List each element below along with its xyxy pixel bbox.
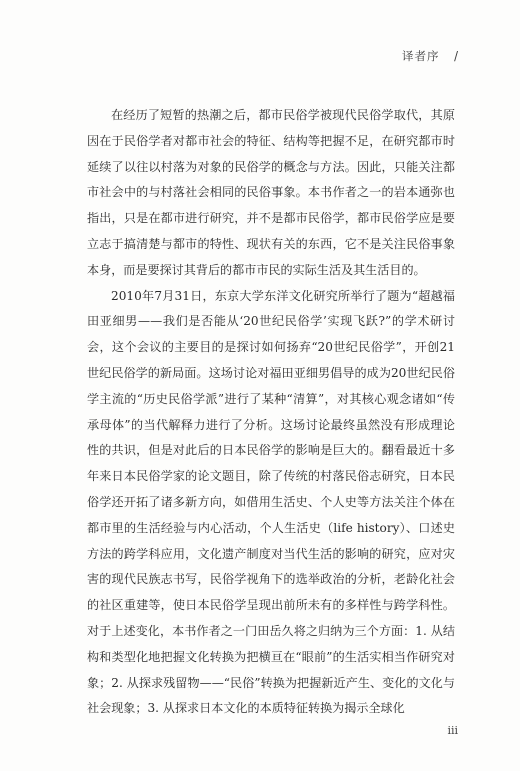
body-text — [87, 103, 455, 722]
paragraph: 在经历了短暂的热潮之后，都市民俗学被现代民俗学取代，其原因在于民俗学者对都市社会的特征、结构等把握不足，在研究都市时延续了以往以村落为对象的民俗学的概念与方法。因此，只能关注都市社会中的与村落社会相同的民俗事象。本书作者之一的岩本通弥也指出，只是在都市进行研究，并不是都市民俗学，都市民俗学应是要立志于搞清楚与都市的特性、现状有关的东西，它不是关注民俗事象本身，而是要探讨其背后的都市市民的实际生活及其生活目的。 — [87, 108, 455, 277]
running-header — [402, 48, 459, 64]
header-separator: / — [454, 48, 459, 64]
page-number: iii — [447, 724, 458, 737]
paragraph: 2010年7月31日，东京大学东洋文化研究所举行了题为“超越福田亚细男——我们是否能从‘20世纪民俗学’实现飞跃?”的学术研讨会，这个会议的主要目的是探讨如何扬弃“20世纪民俗学”，开创21世纪民俗学的新局面。这场讨论对福田亚细男倡导的成为20世纪民俗学主流的“历史民俗学派”进行了某种“清算”，对其核心观念诸如“传承母体”的当代解释力进行了分析。这场讨论最终虽然没有形成理论性的共识，但是对此后的日本民俗学的影响是巨大的。翻看最近十多年来日本民俗学家的论文题目，除了传统的村落民俗志研究，日本民俗学还开拓了诸多新方向，如借用生活史、个人史等方法关注个体在都市里的生活经验与内心活动，个人生活史（life history）、口述史方法的跨学科应用，文化遗产制度对当代生活的影响的研究，应对灾害的现代民族志书写，民俗学视角下的选举政治的分析，老龄化社会的社区重建等，使日本民俗学呈现出前所未有的多样性与跨学科性。对于上述变化，本书作者之一门田岳久将之归纳为三个方面：1. 从结构和类型化地把握文化转换为把横亘在“眼前”的生活实相当作研究对象；2. 从探求残留物——“民俗”转换为把握新近产生、变化的文化与社会现象；3. 从探求日本文化的本质特征转换为揭示全球化 — [87, 288, 455, 716]
running-title: 译者序 — [401, 49, 440, 63]
